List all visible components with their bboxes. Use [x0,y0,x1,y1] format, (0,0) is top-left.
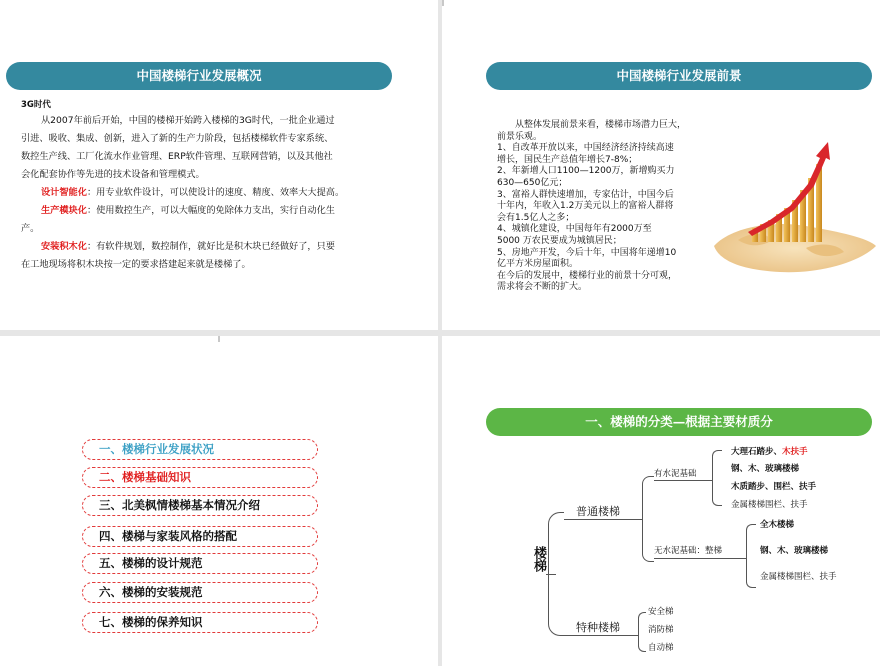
text-line: 2、年新增人口1100—1200万，新增购买力 [497,166,675,177]
text-line: 5000 万农民要成为城镇居民； [497,235,622,246]
text-line: 3、富裕人群快速增加，专家估计，中国今后 [497,189,674,200]
text-line: 增长，国民生产总值年增长7-8%； [497,154,638,165]
tree-root: 楼梯 [531,546,546,572]
tree-connector [638,612,646,652]
text-line: 4、城镇化建设，中国每年有2000万至 [497,224,652,235]
text-line: 十年内，年收入1.2万美元以上的富裕人群将 [497,201,674,212]
para-line: 从2007年前后开始，中国的楼梯开始跨入楼梯的3G时代，一批企业通过 [41,115,335,126]
tree-node-cement-base: 有水泥基础 [654,469,697,479]
tree-connector [654,558,746,559]
para-line: 在工地现场将积木块按一定的要求搭建起来就是楼梯了。 [21,259,251,270]
para-line [21,184,431,202]
text-line: 亿平方米房屋面积。 [497,259,579,270]
tree-connector [642,476,654,562]
leaf-part: 大理石踏步、 [731,447,783,457]
text-line: 在今后的发展中，楼梯行业的前景十分可观， [497,270,678,281]
toc-item-4[interactable]: 四、楼梯与家装风格的搭配 [82,526,318,547]
tree-connector [546,574,556,575]
toc-item-2[interactable]: 二、楼梯基础知识 [82,467,318,488]
leaf-part-red: 木扶手 [782,447,808,457]
tree-connector [712,450,722,506]
tree-connector [564,519,642,520]
toc-item-1[interactable]: 一、楼梯行业发展状况 [82,439,318,460]
divider [218,336,220,342]
text-line: 1、自改革开放以来，中国经济经济持续高速 [497,143,674,154]
para-line [21,238,431,256]
label-install: 安装积木化 [41,241,87,252]
slide-prospects[interactable] [442,0,880,330]
toc-item-3[interactable]: 三、北美枫情楼梯基本情况介绍 [82,495,318,516]
text-line: 需求将会不断的扩大。 [497,282,588,293]
text-install: ：有软件规划，数控制作，就好比是积木块已经做好了，只要 [86,241,335,252]
toc-item-5[interactable]: 五、楼梯的设计规范 [82,553,318,574]
slide-body [497,120,712,294]
tree-branch-ordinary: 普通楼梯 [576,505,620,518]
slide-body [21,98,431,274]
slide-title: 一、楼梯的分类—根据主要材质分 [486,408,872,436]
para-line: 引进、吸收、集成、创新，进入了新的生产力阶段，包括楼梯软件专家系统、 [21,133,334,144]
tree-node-no-cement-base: 无水泥基础：整梯 [654,546,723,556]
growth-chart-illustration [710,128,878,283]
para-line: 会化配套协作等先进的技术设备和管理模式。 [21,169,205,180]
tree-leaf: 全木楼梯 [760,520,795,530]
tree-leaf: 金属楼梯围栏、扶手 [760,572,837,582]
text-line: 前景乐观。 [497,131,543,142]
tree-leaf: 自动梯 [648,643,674,653]
tree-leaf: 钢、木、玻璃楼梯 [760,546,829,556]
slide-classification[interactable] [442,336,880,666]
text-production: ：使用数控生产，可以大幅度的免除体力支出，实行自动化生 [86,205,335,216]
divider [442,0,444,6]
text-design: ：用专业软件设计，可以使设计的速度、精度、效率大大提高。 [86,187,345,198]
tree-connector [564,635,638,636]
label-design: 设计智能化 [41,187,87,198]
tree-leaf: 消防梯 [648,625,674,635]
tree-leaf [731,445,808,457]
tree-leaf: 木质踏步、围栏、扶手 [731,482,817,492]
heading: 3G时代 [21,100,51,110]
tree-branch-special: 特种楼梯 [576,621,620,634]
text-line: 5、房地产开发，今后十年，中国将年递增10 [497,247,677,258]
tree-leaf: 金属楼梯围栏、扶手 [731,500,808,510]
toc-item-7[interactable]: 七、楼梯的保养知识 [82,612,318,633]
para-line: 数控生产线、工厂化流水作业管理、ERP软件管理、互联网营销，以及其他社 [21,151,333,162]
slide-table-of-contents[interactable] [0,336,438,666]
text-line: 630—650亿元； [497,177,568,188]
slide-title: 中国楼梯行业发展概况 [6,62,392,90]
tree-connector [746,524,756,588]
text-line: 从整体发展前景来看，楼梯市场潜力巨大， [497,120,687,130]
tree-leaf: 钢、木、玻璃楼梯 [731,464,800,474]
text-line: 会有1.5亿人之多； [497,212,575,223]
slide-overview[interactable] [0,0,438,330]
tree-connector [654,480,712,481]
toc-item-6[interactable]: 六、楼梯的安装规范 [82,582,318,603]
para-line: 产。 [21,223,40,234]
tree-leaf: 安全梯 [648,607,674,617]
label-production: 生产模块化 [41,205,87,216]
slide-title: 中国楼梯行业发展前景 [486,62,872,90]
para-line [21,202,431,220]
